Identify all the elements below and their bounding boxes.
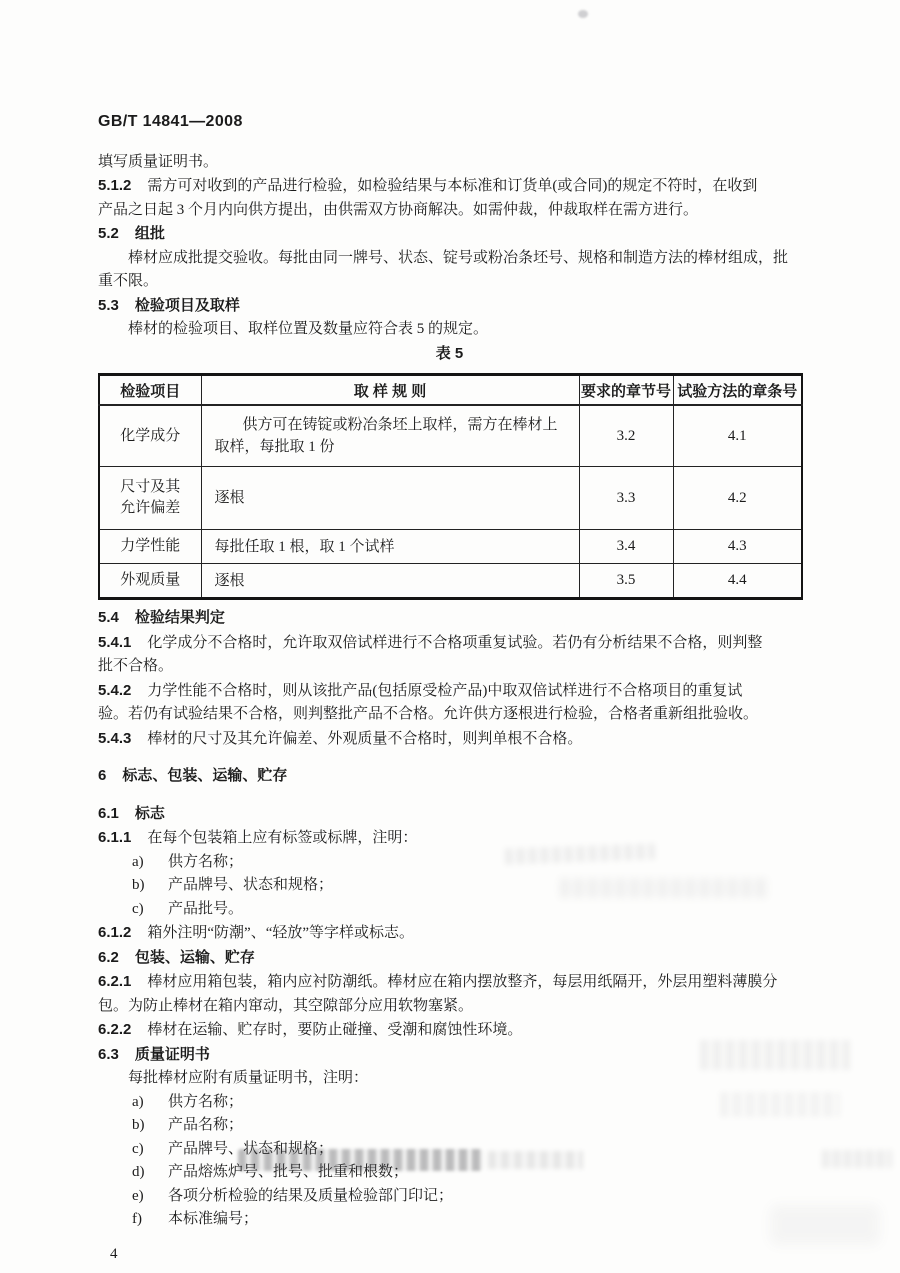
- heading-6-1: [98, 802, 810, 827]
- heading-6-2: [98, 946, 810, 971]
- page-number: 4: [110, 1245, 118, 1262]
- heading-number: 6.1: [98, 804, 119, 822]
- list-item: [98, 874, 810, 898]
- list-item: [98, 898, 810, 922]
- column-header-requirement: 要求的章节号: [579, 375, 673, 406]
- clause-6-1-2: [98, 921, 810, 946]
- rule-text: 逐根: [214, 490, 245, 506]
- rule-text: 供方可在铸锭或粉冶条坯上取样，需方在棒材上取样，每批取 1 份: [214, 417, 558, 455]
- clause-text: 棒材的尺寸及其允许偏差、外观质量不合格时，则判单根不合格。: [147, 730, 583, 747]
- list-item: [98, 1114, 810, 1138]
- paragraph-5-2-line2: 重不限。: [98, 273, 159, 289]
- clause-text: 箱外注明“防潮”、“轻放”等字样或标志。: [147, 925, 415, 941]
- column-header-method: 试验方法的章条号: [673, 375, 802, 406]
- clause-number: 5.4.1: [98, 633, 132, 651]
- list-item: [98, 1091, 810, 1115]
- list-label: a): [132, 853, 144, 870]
- list-text: 本标准编号；: [168, 1211, 259, 1227]
- table-row-chemical: [99, 405, 802, 467]
- table-header-row: [99, 375, 802, 406]
- heading-number: 6.3: [98, 1045, 119, 1063]
- clause-text: 棒材在运输、贮存时，要防止碰撞、受潮和腐蚀性环境。: [147, 1022, 523, 1038]
- table-caption: 表 5: [435, 344, 464, 362]
- cell-method: 4.2: [673, 467, 802, 530]
- list-text: 供方名称；: [168, 1093, 244, 1110]
- cell-rule: [201, 564, 579, 599]
- clause-text: 棒材应用箱包装，箱内应衬防潮纸。棒材应在箱内摆放整齐，每层用纸隔开，外层用塑料薄膜分: [147, 974, 778, 990]
- list-item: [98, 1208, 810, 1232]
- column-header-rule: 取 样 规 则: [201, 375, 579, 406]
- document-content: [98, 110, 810, 1266]
- clause-number: 5.4.2: [98, 681, 132, 699]
- table-5: [98, 373, 803, 600]
- heading-5-3: [98, 294, 810, 319]
- list-text: 各项分析检验的结果及质量检验部门印记；: [168, 1187, 454, 1204]
- heading-number: 5.4: [98, 609, 119, 626]
- list-text: 产品牌号、状态和规格；: [168, 1140, 334, 1157]
- list-label: b): [132, 877, 145, 893]
- table-row-dimensions: [99, 467, 802, 530]
- cell-requirement: 3.4: [579, 530, 673, 564]
- heading-title: 检验项目及取样: [134, 296, 240, 314]
- clause-text: 需方可对收到的产品进行检验，如检验结果与本标准和订货单(或合同)的规定不符时，在收到: [147, 178, 758, 194]
- cell-requirement: 3.5: [579, 564, 673, 599]
- clause-6-2-1-line2: 包。为防止棒材在箱内窜动，其空隙部分应用软物塞紧。: [98, 997, 474, 1014]
- cell-method: 4.1: [673, 405, 802, 467]
- clause-number: 6.2.2: [98, 1021, 132, 1038]
- table-row-appearance: [99, 564, 802, 599]
- list-text: 产品批号。: [168, 900, 244, 917]
- clause-number: 5.1.2: [98, 177, 132, 194]
- item-line: 允许偏差: [120, 500, 181, 516]
- standard-code: GB/T 14841—2008: [98, 113, 243, 130]
- cell-item: 力学性能: [99, 530, 201, 564]
- cell-item: 化学成分: [99, 405, 201, 467]
- clause-number: 5.4.3: [98, 729, 132, 747]
- heading-5-4: [98, 606, 810, 631]
- list-label: a): [132, 1093, 144, 1110]
- heading-title: 组批: [134, 225, 165, 242]
- cell-method: 4.4: [673, 564, 802, 599]
- list-label: b): [132, 1117, 145, 1133]
- list-item: [98, 1185, 810, 1209]
- paragraph-5-3: 棒材的检验项目、取样位置及数量应符合表 5 的规定。: [128, 321, 489, 337]
- list-label: c): [132, 1140, 144, 1157]
- list-label: d): [132, 1164, 145, 1180]
- table-row-mechanical: [99, 530, 802, 564]
- clause-5-4-2-line1: [98, 679, 810, 704]
- list-text: 供方名称；: [168, 853, 244, 870]
- clause-6-2-1-line1: [98, 970, 810, 995]
- clause-5-1-2-line2: 产品之日起 3 个月内向供方提出，由供需双方协商解决。如需仲裁，仲裁取样在需方进行。: [98, 201, 699, 218]
- paragraph-5-2-line1: 棒材应成批提交验收。每批由同一牌号、状态、锭号或粉冶条坯号、规格和制造方法的棒材组成，批: [128, 249, 789, 266]
- cell-rule: [201, 405, 579, 467]
- clause-5-4-1-line2: 批不合格。: [98, 658, 174, 674]
- showthrough-artifact: [822, 1150, 892, 1168]
- paragraph-6-3: 每批棒材应附有质量证明书，注明：: [128, 1070, 369, 1086]
- list-label: e): [132, 1187, 144, 1204]
- heading-number: 6.2: [98, 948, 119, 966]
- rule-text: 逐根: [214, 572, 245, 589]
- clause-text: 化学成分不合格时，允许取双倍试样进行不合格项重复试验。若仍有分析结果不合格，则判整: [147, 634, 763, 651]
- list-item: [98, 1161, 810, 1185]
- paragraph-intro: 填写质量证明书。: [98, 153, 219, 170]
- clause-5-4-3: [98, 727, 810, 752]
- heading-title: 标志: [134, 804, 165, 822]
- heading-5-2: [98, 222, 810, 247]
- heading-number: 5.2: [98, 225, 119, 242]
- list-text: 产品牌号、状态和规格；: [168, 877, 334, 893]
- clause-text: 力学性能不合格时，则从该批产品(包括原受检产品)中取双倍试样进行不合格项目的重复试: [147, 682, 743, 699]
- cell-requirement: 3.3: [579, 467, 673, 530]
- cell-rule: [201, 467, 579, 530]
- list-item: [98, 1138, 810, 1162]
- clause-number: 6.2.1: [98, 973, 132, 990]
- cell-rule: [201, 530, 579, 564]
- heading-title: 标志、包装、运输、贮存: [122, 767, 288, 784]
- list-text: 产品名称；: [168, 1117, 244, 1133]
- clause-6-1-1: [98, 826, 810, 851]
- clause-number: 6.1.2: [98, 924, 132, 941]
- list-text: 产品熔炼炉号、批号、批重和根数；: [168, 1164, 409, 1180]
- cell-item: 外观质量: [99, 564, 201, 599]
- scan-speck-artifact: [578, 10, 588, 18]
- heading-6: [98, 764, 810, 789]
- heading-title: 质量证明书: [134, 1045, 210, 1063]
- cell-item: [99, 467, 201, 530]
- clause-6-2-2: [98, 1018, 810, 1043]
- clause-5-1-2-line1: [98, 174, 810, 199]
- clause-5-4-1-line1: [98, 631, 810, 656]
- heading-number: 6: [98, 767, 107, 784]
- list-label: c): [132, 900, 144, 917]
- clause-text: 在每个包装箱上应有标签或标牌，注明：: [147, 830, 418, 846]
- heading-title: 检验结果判定: [134, 609, 225, 626]
- heading-number: 5.3: [98, 296, 119, 314]
- heading-6-3: [98, 1043, 810, 1068]
- clause-number: 6.1.1: [98, 829, 132, 846]
- item-line: 尺寸及其: [120, 479, 181, 495]
- column-header-item: 检验项目: [99, 375, 201, 406]
- clause-5-4-2-line2: 验。若仍有试验结果不合格，则判整批产品不合格。允许供方逐根进行检验，合格者重新组批验收。: [98, 706, 759, 722]
- cell-method: 4.3: [673, 530, 802, 564]
- list-item: [98, 851, 810, 875]
- cell-requirement: 3.2: [579, 405, 673, 467]
- rule-text: 每批任取 1 根，取 1 个试样: [214, 538, 395, 555]
- list-label: f): [132, 1211, 142, 1227]
- heading-title: 包装、运输、贮存: [134, 948, 255, 966]
